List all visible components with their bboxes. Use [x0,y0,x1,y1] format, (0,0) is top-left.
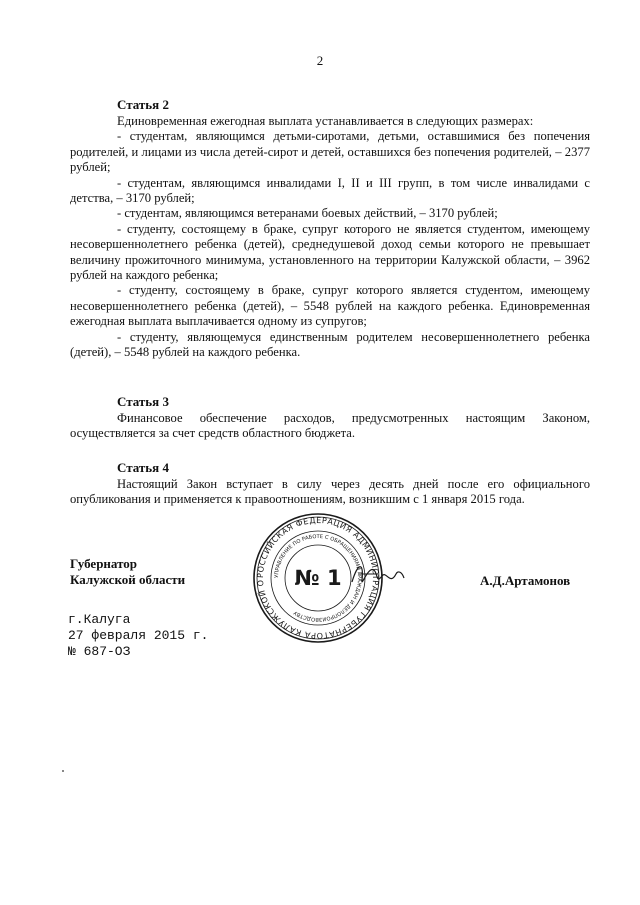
article-3-paragraph: Финансовое обеспечение расходов, предусмотренных настоящим Законом, осуществляется за счет средств областного бюджета. [70,411,590,441]
scan-speck [62,770,64,772]
article-4-heading: Статья 4 [117,460,169,475]
article-2-paragraph: - студенту, состоящему в браке, супруг которого является студентом, имеющему несовершеннолетнего ребенка (детей), – 5548 рублей на каждого ребенка. Единовременная ежегодная выплата выплачивается одному из супругов; [70,283,590,329]
article-4-paragraph: Настоящий Закон вступает в силу через десять дней после его официального опубликования и применяется к правоотношениям, возникшим с 1 января 2015 года. [70,477,590,507]
handwritten-signature [348,556,408,596]
article-2-paragraph: - студентам, являющимся детьми-сиротами, детьми, оставшимися без попечения родителей, и лицами из числа детей-сирот и детей, оставшихся без попечения родителей, – 2377 рублей; [70,129,590,175]
signatory-title-line1: Губернатор [70,556,138,571]
signatory-title-line2: Калужской области [70,572,186,587]
article-3-heading: Статья 3 [117,394,169,409]
article-3-body [70,411,590,442]
registration-block [68,612,208,660]
stamp-number: № 1 [294,566,342,590]
article-2-paragraph: - студенту, состоящему в браке, супруг которого не является студентом, имеющему несовершеннолетнего ребенка (детей), среднедушевой доход семьи которого не превышает величину прожиточного минимума, установленного на территории Калужской области, – 3962 рублей на каждого ребенка; [70,221,590,283]
article-2-paragraph: - студентам, являющимся ветеранами боевых действий, – 3170 рублей; [117,206,498,221]
stamp-inner-text: УПРАВЛЕНИЕ ПО РАБОТЕ С ОБРАЩЕНИЯМИ ГРАЖДАН И ДЕЛОПРОИЗВОДСТВУ [273,533,363,623]
registration-number: № 687-ОЗ [68,644,131,659]
registration-city: г.Калуга [68,612,131,627]
article-2-body [70,114,590,361]
article-2-paragraph: - студентам, являющимся инвалидами I, II и III групп, в том числе инвалидами с детства, – 3170 рублей; [70,175,590,206]
article-2-heading: Статья 2 [117,97,169,112]
signatory-title [70,556,185,588]
article-2-paragraph: - студенту, являющемуся единственным родителем несовершеннолетнего ребенка (детей), – 5548 рублей на каждого ребенка. [70,329,590,360]
page-number: 2 [316,53,324,68]
stamp-outer-text: РОССИЙСКАЯ ФЕДЕРАЦИЯ АДМИНИСТРАЦИЯ ГУБЕРНАТОРА КАЛУЖСКОЙ О [255,515,381,641]
registration-date: 27 февраля 2015 г. [68,628,209,643]
signatory-name: А.Д.Артамонов [480,573,571,588]
article-2-paragraph: Единовременная ежегодная выплата устанавливается в следующих размерах: [117,114,534,128]
article-4-body [70,477,590,508]
